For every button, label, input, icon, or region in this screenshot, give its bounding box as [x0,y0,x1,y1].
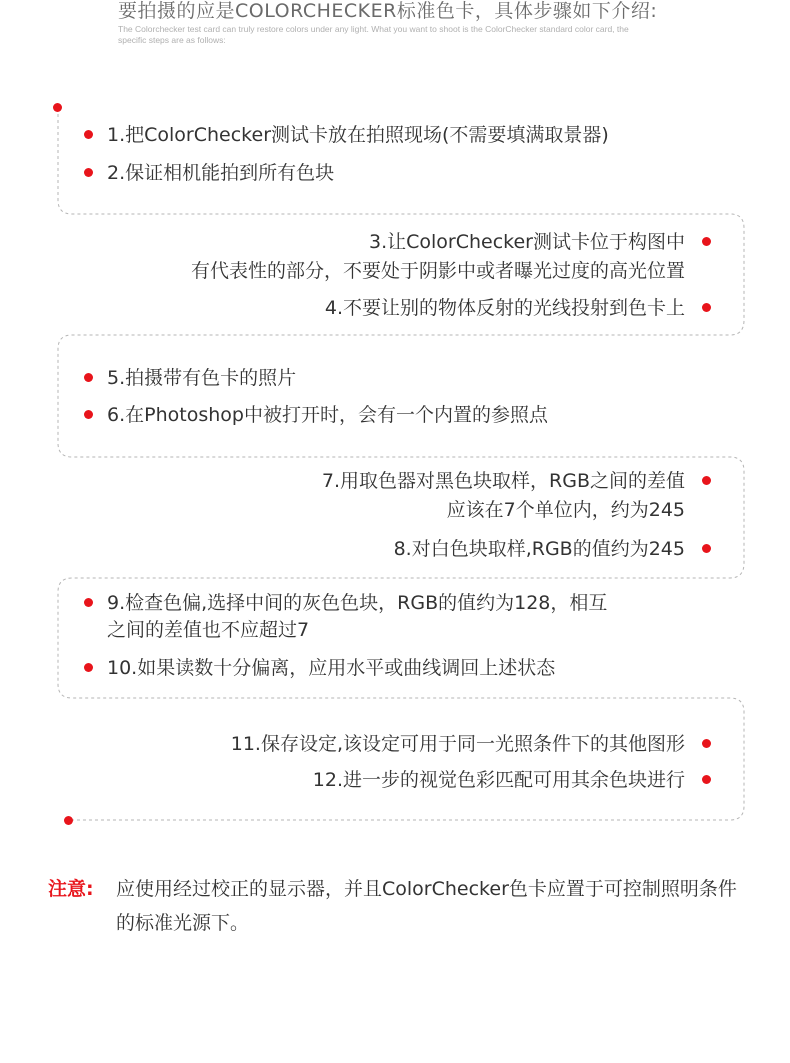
note-text: 应使用经过校正的显示器，并且ColorChecker色卡应置于可控制照明条件的标准光源下。 [116,878,737,934]
step-9-line-2: 之间的差值也不应超过7 [107,619,310,641]
step-2: 2.保证相机能拍到所有色块 [107,162,335,184]
bullet-dot [702,237,711,246]
step-10: 10.如果读数十分偏离，应用水平或曲线调回上述状态 [107,657,556,679]
step-1: 1.把ColorChecker测试卡放在拍照现场(不需要填满取景器) [107,124,609,146]
step-9-line-1: 9.检查色偏,选择中间的灰色色块，RGB的值约为128，相互 [107,592,608,614]
bullet-dot [702,303,711,312]
page-title: 要拍摄的应是COLORCHECKER标准色卡，具体步骤如下介绍: [118,0,658,22]
bullet-dot [702,739,711,748]
bullet-dot [84,663,93,672]
bullet-dot [84,168,93,177]
bullet-dot [84,598,93,607]
bullet-dot [84,410,93,419]
step-12: 12.进一步的视觉色彩匹配可用其余色块进行 [312,769,685,791]
page-subtitle: The Colorchecker test card can truly restore colors under any light. What you want to shoot is the ColorChecker standard color card, the specific steps are as follows: [118,24,629,45]
step-3-line-2: 有代表性的部分，不要处于阴影中或者曝光过度的高光位置 [190,260,685,282]
step-4: 4.不要让别的物体反射的光线投射到色卡上 [324,297,685,319]
step-11: 11.保存设定,该设定可用于同一光照条件下的其他图形 [230,733,685,755]
note-label: 注意: [48,878,94,900]
bullet-dot [702,476,711,485]
step-8: 8.对白色块取样,RGB的值约为245 [393,538,685,560]
step-7-line-2: 应该在7个单位内，约为245 [446,499,685,521]
step-3-line-1: 3.让ColorChecker测试卡位于构图中 [368,231,685,253]
flow-start-dot [53,103,62,112]
bullet-dot [84,130,93,139]
step-7-line-1: 7.用取色器对黑色块取样，RGB之间的差值 [321,470,685,492]
step-5: 5.拍摄带有色卡的照片 [107,367,297,389]
bullet-dot [84,373,93,382]
bullet-dot [702,544,711,553]
flow-end-dot [64,816,73,825]
step-6: 6.在Photoshop中被打开时，会有一个内置的参照点 [107,404,548,426]
bullet-dot [702,775,711,784]
